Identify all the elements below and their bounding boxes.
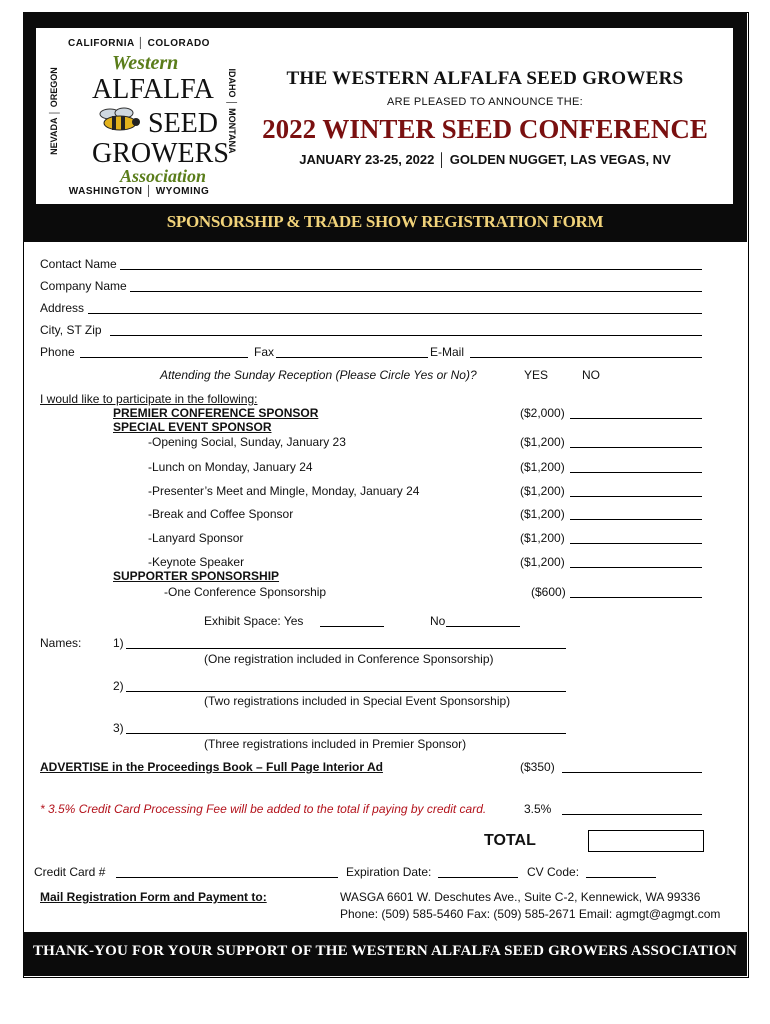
exhibit-no-label: No [430,614,446,628]
credit-card-field[interactable] [116,877,338,878]
conference-title: 2022 WINTER SEED CONFERENCE [262,114,708,144]
conference-date-location: JANUARY 23-25, 2022 │ GOLDEN NUGGET, LAS VEGAS, NV [299,152,671,167]
logo-states-top: CALIFORNIA │ COLORADO [68,38,210,49]
special-event-item-label: -Opening Social, Sunday, January 23 [148,435,346,449]
name-3-label: 3) [113,721,124,735]
logo-western: Western [112,52,179,74]
logo-states-left: NEVADA │ OREGON [49,67,59,155]
credit-card-fee-field[interactable] [562,814,702,815]
special-event-item-label: -Presenter’s Meet and Mingle, Monday, January 24 [148,484,420,498]
company-name-label: Company Name [40,279,127,293]
company-name-field[interactable] [130,291,702,292]
logo-growers: GROWERS [92,138,229,169]
association-logo [44,36,237,204]
header-title: THE WESTERN ALFALFA SEED GROWERS [286,68,684,89]
mail-label: Mail Registration Form and Payment to: [40,890,267,904]
special-event-item-field[interactable] [570,496,702,497]
credit-card-fee-rate: 3.5% [524,802,552,816]
special-event-item-label: -Break and Coffee Sponsor [148,507,294,521]
logo-alfalfa: ALFALFA [92,74,214,105]
fax-label: Fax [254,345,275,359]
supporter-sponsor-field[interactable] [570,597,702,598]
reception-no[interactable]: NO [582,368,600,382]
special-event-item-label: -Lunch on Monday, January 24 [148,460,313,474]
premier-sponsor-price: ($2,000) [520,406,565,420]
total-field[interactable] [588,830,704,852]
expiration-field[interactable] [438,877,518,878]
special-event-item-field[interactable] [570,519,702,520]
special-event-item-price: ($1,200) [520,507,565,521]
logo-states-right: IDAHO │ MONTANA [227,68,237,154]
mail-contact: Phone: (509) 585-5460 Fax: (509) 585-2671 Email: agmgt@agmgt.com [340,907,721,921]
special-event-item-price: ($1,200) [520,435,565,449]
special-event-item-price: ($1,200) [520,460,565,474]
special-event-item-price: ($1,200) [520,555,565,569]
premier-sponsor-label: PREMIER CONFERENCE SPONSOR [113,406,319,420]
email-field[interactable] [470,357,702,358]
cv-code-field[interactable] [586,877,656,878]
special-event-item-label: -Keynote Speaker [148,555,245,569]
name-2-label: 2) [113,679,124,693]
name-3-field[interactable] [126,733,566,734]
supporter-sponsor-item: -One Conference Sponsorship [164,585,327,599]
credit-card-label: Credit Card # [34,865,106,879]
header-subtitle: ARE PLEASED TO ANNOUNCE THE: [386,96,584,108]
logo-states-bottom: WASHINGTON │ WYOMING [68,186,210,197]
exhibit-space-label: Exhibit Space: Yes [204,614,304,628]
reception-yes[interactable]: YES [524,368,549,382]
credit-card-fee-note: * 3.5% Credit Card Processing Fee will be added to the total if paying by credit card. [40,802,487,816]
special-event-item-field[interactable] [570,543,702,544]
name-2-field[interactable] [126,691,566,692]
names-label: Names: [40,636,82,650]
address-field[interactable] [88,313,702,314]
bee-icon [96,106,144,139]
fax-field[interactable] [276,357,428,358]
reception-question: Attending the Sunday Reception (Please Circle Yes or No)? [160,368,477,382]
name-2-note: (Two registrations included in Special Event Sponsorship) [204,694,511,708]
phone-label: Phone [40,345,75,359]
participate-intro: I would like to participate in the following: [40,392,258,406]
special-event-item-price: ($1,200) [520,484,565,498]
special-event-item-label: -Lanyard Sponsor [148,531,244,545]
address-label: Address [40,301,85,315]
supporter-sponsor-label: SUPPORTER SPONSORSHIP [113,569,280,583]
advertise-field[interactable] [562,772,702,773]
advertise-label: ADVERTISE in the Proceedings Book – Full Page Interior Ad [40,760,383,774]
contact-name-label: Contact Name [40,257,117,271]
logo-association: Association [120,166,207,186]
name-1-label: 1) [113,636,124,650]
name-3-note: (Three registrations included in Premier Sponsor) [204,737,467,751]
premier-sponsor-field[interactable] [570,418,702,419]
city-st-zip-field[interactable] [110,335,702,336]
expiration-label: Expiration Date: [346,865,432,879]
special-event-item-field[interactable] [570,447,702,448]
special-event-item-price: ($1,200) [520,531,565,545]
supporter-sponsor-price: ($600) [531,585,566,599]
name-1-field[interactable] [126,648,566,649]
logo-seed: SEED [148,108,218,139]
city-st-zip-label: City, ST Zip [40,323,102,337]
email-label: E-Mail [430,345,465,359]
special-event-item-field[interactable] [570,567,702,568]
special-event-label: SPECIAL EVENT SPONSOR [113,420,272,434]
footer-thank-you: THANK-YOU FOR YOUR SUPPORT OF THE WESTERN ALFALFA SEED GROWERS ASSOCIATION [32,943,738,959]
name-1-note: (One registration included in Conference Sponsorship) [204,652,494,666]
cv-code-label: CV Code: [527,865,580,879]
contact-name-field[interactable] [120,269,702,270]
special-event-item-field[interactable] [570,472,702,473]
total-label: TOTAL [484,832,536,849]
exhibit-no-field[interactable] [446,626,520,627]
advertise-price: ($350) [520,760,555,774]
form-title: SPONSORSHIP & TRADE SHOW REGISTRATION FORM [166,212,604,231]
exhibit-yes-field[interactable] [320,626,384,627]
phone-field[interactable] [80,357,248,358]
mail-address: WASGA 6601 W. Deschutes Ave., Suite C-2, Kennewick, WA 99336 [340,890,701,904]
